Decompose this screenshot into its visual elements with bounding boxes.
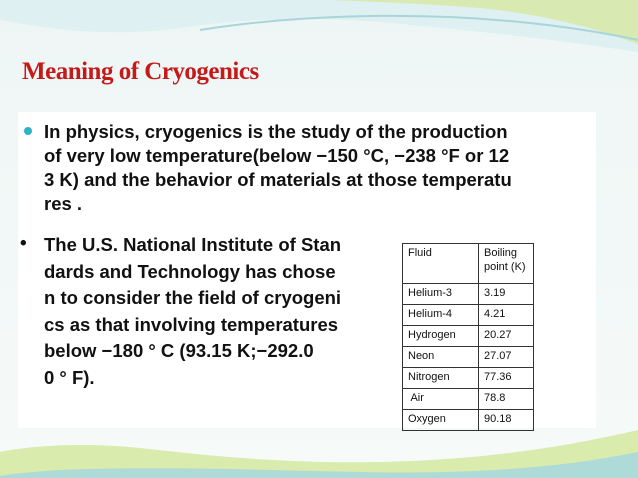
bullet-definition-text xyxy=(44,120,599,216)
bullet-nist-text xyxy=(44,232,404,391)
value-cell: 77.36 xyxy=(479,368,534,389)
fluid-cell: Nitrogen xyxy=(403,368,479,389)
bullet-marker: • xyxy=(20,233,27,254)
text-line: dards and Technology has chose xyxy=(44,260,336,282)
value-cell: 90.18 xyxy=(479,410,534,431)
boiling-point-table xyxy=(402,243,534,431)
table-row xyxy=(403,305,534,326)
value-cell: 20.27 xyxy=(479,326,534,347)
fluid-cell: Helium-4 xyxy=(403,305,479,326)
table-row xyxy=(403,410,534,431)
text-line: 0 ° F). xyxy=(44,366,95,388)
fluid-cell: Oxygen xyxy=(403,410,479,431)
fluid-cell: Neon xyxy=(403,347,479,368)
header-boiling-line: point (K) xyxy=(484,261,526,273)
header-boiling-point xyxy=(479,244,534,284)
text-line: below −180 ° C (93.15 K;−292.0 xyxy=(44,340,314,361)
table-row xyxy=(403,284,534,305)
fluid-cell: Hydrogen xyxy=(403,326,479,347)
text-line: cs as that involving temperatures xyxy=(44,313,339,335)
table-row xyxy=(403,347,534,368)
text-line: res . xyxy=(44,193,83,214)
table-header-row xyxy=(403,244,534,284)
text-line: n to consider the field of cryogeni xyxy=(44,287,342,308)
text-line: 3 K) and the behavior of materials at those temperatu xyxy=(44,169,512,190)
value-cell: 4.21 xyxy=(479,305,534,326)
text-line: In physics, cryogenics is the study of the production xyxy=(44,121,508,142)
header-boiling-line: Boiling xyxy=(484,247,518,259)
slide-title: Meaning of Cryogenics xyxy=(22,58,259,85)
table-row xyxy=(403,389,534,410)
value-cell: 78.8 xyxy=(479,389,534,410)
table-row xyxy=(403,326,534,347)
text-line: The U.S. National Institute of Stan xyxy=(44,234,342,255)
table-row xyxy=(403,368,534,389)
text-line: of very low temperature(below −150 °C, −238 °F or 12 xyxy=(44,145,510,166)
header-fluid: Fluid xyxy=(403,244,479,284)
value-cell: 3.19 xyxy=(479,284,534,305)
fluid-cell: Helium-3 xyxy=(403,284,479,305)
value-cell: 27.07 xyxy=(479,347,534,368)
bullet-dot-icon xyxy=(24,127,32,135)
fluid-cell: Air xyxy=(403,389,479,410)
